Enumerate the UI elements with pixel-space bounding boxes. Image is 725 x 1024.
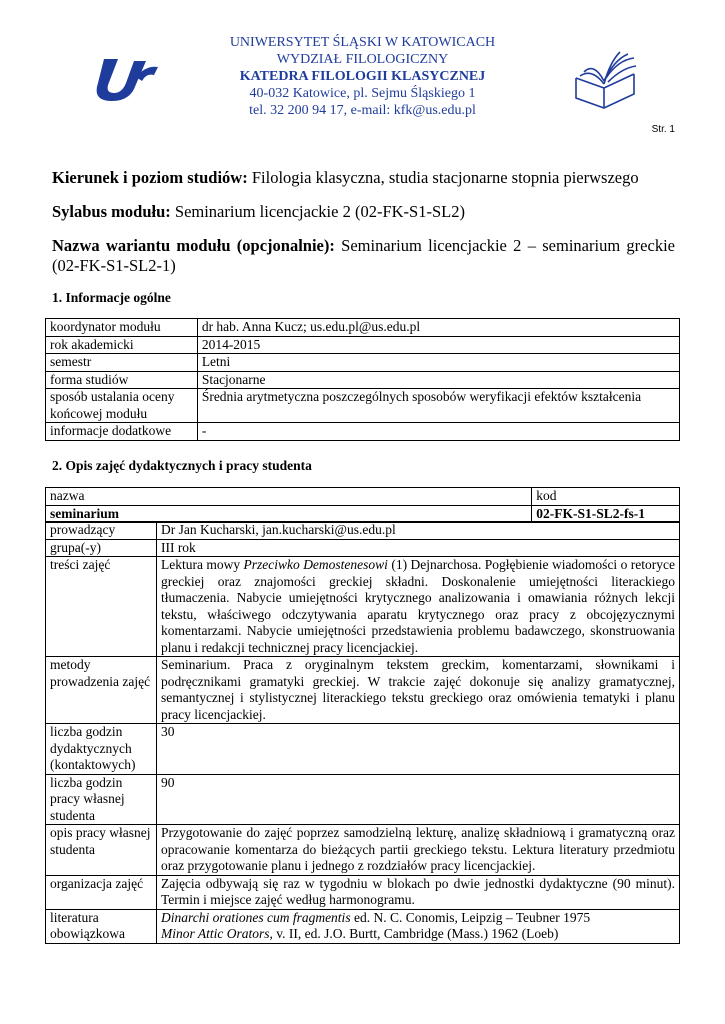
code-header: kod bbox=[532, 488, 680, 506]
table-row bbox=[46, 557, 680, 657]
book-logo-icon bbox=[570, 48, 640, 110]
row-label: metody prowadzenia zajęć bbox=[46, 657, 157, 724]
general-info-table bbox=[45, 318, 680, 441]
variant-value: Seminarium licencjackie 2 – seminarium greckie (02-FK-S1-SL2-1) bbox=[52, 236, 675, 275]
organization-value: Zajęcia odbywają się raz w tygodniu w blokach po dwie jednostki dydaktyczne (90 minut). Termin i miejsce zajęć według harmonogramu. bbox=[156, 875, 679, 909]
contact-hours-value: 30 bbox=[156, 724, 679, 775]
row-value: Letni bbox=[197, 354, 679, 372]
section-2-title: 2. Opis zajęć dydaktycznych i pracy studenta bbox=[52, 458, 312, 473]
table-row bbox=[46, 522, 680, 540]
row-label: literatura obowiązkowa bbox=[46, 909, 157, 943]
faculty-name: WYDZIAŁ FILOLOGICZNY bbox=[276, 52, 449, 67]
row-label: sposób ustalania oceny końcowej modułu bbox=[46, 389, 198, 423]
course-code-table bbox=[45, 487, 680, 523]
table-row bbox=[46, 336, 680, 354]
table-row bbox=[46, 657, 680, 724]
row-label: rok akademicki bbox=[46, 336, 198, 354]
variant-heading bbox=[52, 236, 675, 276]
self-study-hours-value: 90 bbox=[156, 774, 679, 825]
table-row bbox=[46, 389, 680, 423]
study-field-value: Filologia klasyczna, studia stacjonarne stopnia pierwszego bbox=[247, 168, 639, 187]
table-row bbox=[46, 909, 680, 943]
methods-value: Seminarium. Praca z oryginalnym tekstem greckim, komentarzami, słownikami i podręcznikami gramatyki greckiej. W trakcie zajęć dokonuje się analizy gramatycznej, semantycznej i stylistycznej literackiego tekstu greckiego oraz omówienia tematyki i planu pracy licencjackiej. bbox=[156, 657, 679, 724]
address: 40-032 Katowice, pl. Sejmu Śląskiego 1 bbox=[249, 86, 476, 101]
page-number: Str. 1 bbox=[651, 124, 675, 135]
row-label: informacje dodatkowe bbox=[46, 423, 198, 441]
literature-value bbox=[156, 909, 679, 943]
row-label: organizacja zajęć bbox=[46, 875, 157, 909]
instructor-value: Dr Jan Kucharski, jan.kucharski@us.edu.pl bbox=[156, 522, 679, 540]
row-label: liczba godzin pracy własnej studenta bbox=[46, 774, 157, 825]
row-value: Stacjonarne bbox=[197, 371, 679, 389]
table-row bbox=[46, 371, 680, 389]
variant-label: Nazwa wariantu modułu (opcjonalnie): bbox=[52, 236, 335, 255]
row-label: grupa(-y) bbox=[46, 539, 157, 557]
row-label: semestr bbox=[46, 354, 198, 372]
syllabus-value: Seminarium licencjackie 2 (02-FK-S1-SL2) bbox=[170, 202, 465, 221]
row-value: dr hab. Anna Kucz; us.edu.pl@us.edu.pl bbox=[197, 319, 679, 337]
row-label: liczba godzin dydaktycznych (kontaktowych) bbox=[46, 724, 157, 775]
row-label: opis pracy własnej studenta bbox=[46, 825, 157, 876]
table-row bbox=[46, 423, 680, 441]
row-label: forma studiów bbox=[46, 371, 198, 389]
table-row bbox=[46, 774, 680, 825]
course-details-table bbox=[45, 521, 680, 944]
literature-item: Dinarchi orationes cum fragmentis ed. N. C. Conomis, Leipzig – Teubner 1975 bbox=[160, 909, 591, 925]
name-header: nazwa bbox=[46, 488, 532, 506]
table-row bbox=[46, 488, 680, 506]
content-value: Lektura mowy Przeciwko Demostenesowi (1) Dejnarchosa. Pogłębienie wiadomości o retoryce greckiej oraz znajomości greckiej składni. Doskonalenie umiejętności literackiego tłumaczenia. Nabycie umiejętności krytycznego analizowania i omawiania różnych lekcji tekstu, właściwego odczytywania aparatu krytycznego oraz pracy z obcojęzycznymi komentarzami. Nabycie umiejętności przedstawienia problemu badawczego, skonstruowania planu i redakcji technicznej pracy licencjackiej. bbox=[156, 557, 679, 657]
row-value: - bbox=[197, 423, 679, 441]
section-1-title: 1. Informacje ogólne bbox=[52, 290, 171, 305]
course-name: seminarium bbox=[50, 505, 119, 521]
table-row bbox=[46, 354, 680, 372]
contact: tel. 32 200 94 17, e-mail: kfk@us.edu.pl bbox=[249, 103, 476, 118]
table-row bbox=[46, 825, 680, 876]
department-name: KATEDRA FILOLOGII KLASYCZNEJ bbox=[239, 69, 486, 84]
table-row bbox=[46, 724, 680, 775]
row-label: koordynator modułu bbox=[46, 319, 198, 337]
row-label: treści zajęć bbox=[46, 557, 157, 657]
university-name: UNIWERSYTET ŚLĄSKI W KATOWICACH bbox=[229, 35, 496, 50]
table-row bbox=[46, 875, 680, 909]
work-title: Przeciwko Demostenesowi bbox=[243, 557, 388, 572]
table-row bbox=[46, 505, 680, 523]
self-study-description: Przygotowanie do zajęć poprzez samodzielną lekturę, analizę składniową i gramatyczną oraz opracowanie komentarza do bieżących partii greckiego tekstu. Lektura literatury przedmiotu oraz przygotowanie planu i jednego z rozdziałów pracy licencjackiej. bbox=[156, 825, 679, 876]
syllabus-heading bbox=[52, 202, 675, 222]
row-value: 2014-2015 bbox=[197, 336, 679, 354]
row-label: prowadzący bbox=[46, 522, 157, 540]
study-field-label: Kierunek i poziom studiów: bbox=[52, 168, 248, 187]
table-row bbox=[46, 319, 680, 337]
course-code: 02-FK-S1-SL2-fs-1 bbox=[536, 505, 645, 521]
literature-item: Minor Attic Orators, v. II, ed. J.O. Burtt, Cambridge (Mass.) 1962 (Loeb) bbox=[160, 926, 559, 941]
group-value: III rok bbox=[156, 539, 679, 557]
row-value: Średnia arytmetyczna poszczególnych sposobów weryfikacji efektów kształcenia bbox=[197, 389, 679, 423]
study-field-heading bbox=[52, 168, 675, 188]
syllabus-label: Sylabus modułu: bbox=[52, 202, 171, 221]
table-row bbox=[46, 539, 680, 557]
